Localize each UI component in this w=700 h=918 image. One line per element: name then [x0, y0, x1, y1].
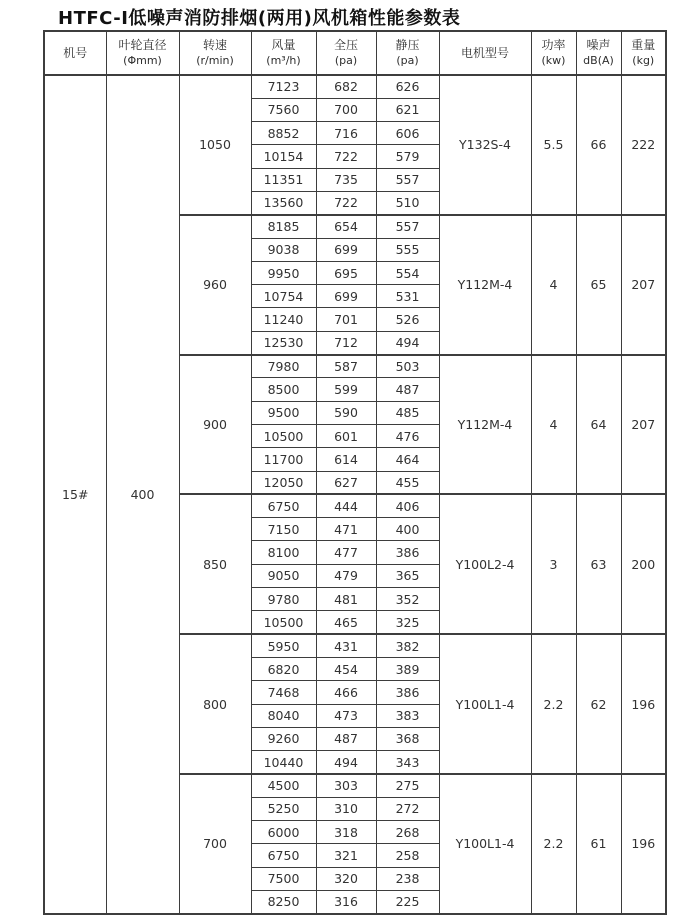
air-volume-cell: 10754 — [251, 285, 316, 308]
air-volume-cell: 8500 — [251, 378, 316, 401]
air-volume-cell: 9050 — [251, 564, 316, 587]
total-pressure-cell: 701 — [316, 308, 376, 331]
total-pressure-cell: 699 — [316, 238, 376, 261]
noise-cell: 62 — [576, 634, 621, 774]
performance-table — [43, 30, 667, 915]
air-volume-cell: 11240 — [251, 308, 316, 331]
total-pressure-cell: 431 — [316, 634, 376, 657]
total-pressure-cell: 465 — [316, 611, 376, 634]
header-label: 风量 — [271, 38, 296, 52]
air-volume-cell: 5250 — [251, 797, 316, 820]
total-pressure-cell: 444 — [316, 494, 376, 517]
total-pressure-cell: 318 — [316, 821, 376, 844]
total-pressure-cell: 481 — [316, 588, 376, 611]
page-title: HTFC-I低噪声消防排烟(两用)风机箱性能参数表 — [58, 8, 461, 29]
machine-no-cell: 15# — [44, 75, 106, 914]
total-pressure-cell: 303 — [316, 774, 376, 797]
header-row — [44, 31, 666, 75]
air-volume-cell: 7560 — [251, 98, 316, 121]
static-pressure-cell: 557 — [376, 168, 439, 191]
total-pressure-cell: 320 — [316, 867, 376, 890]
air-volume-cell: 9780 — [251, 588, 316, 611]
speed-cell: 800 — [179, 634, 251, 774]
col-header-power — [531, 31, 576, 75]
total-pressure-cell: 479 — [316, 564, 376, 587]
total-pressure-cell: 712 — [316, 331, 376, 354]
static-pressure-cell: 557 — [376, 215, 439, 238]
table-row — [44, 75, 666, 98]
air-volume-cell: 7123 — [251, 75, 316, 98]
static-pressure-cell: 621 — [376, 98, 439, 121]
table-body — [44, 75, 666, 914]
static-pressure-cell: 579 — [376, 145, 439, 168]
static-pressure-cell: 626 — [376, 75, 439, 98]
static-pressure-cell: 485 — [376, 401, 439, 424]
total-pressure-cell: 473 — [316, 704, 376, 727]
motor-model-cell: Y112M-4 — [439, 355, 531, 495]
air-volume-cell: 9038 — [251, 238, 316, 261]
speed-cell: 960 — [179, 215, 251, 355]
header-label: 重量 — [631, 38, 656, 52]
total-pressure-cell: 477 — [316, 541, 376, 564]
air-volume-cell: 9500 — [251, 401, 316, 424]
static-pressure-cell: 275 — [376, 774, 439, 797]
static-pressure-cell: 487 — [376, 378, 439, 401]
static-pressure-cell: 455 — [376, 471, 439, 494]
static-pressure-cell: 406 — [376, 494, 439, 517]
static-pressure-cell: 476 — [376, 424, 439, 447]
air-volume-cell: 12050 — [251, 471, 316, 494]
noise-cell: 64 — [576, 355, 621, 495]
weight-cell: 207 — [621, 215, 666, 355]
col-header-motor-model — [439, 31, 531, 75]
impeller-diameter-cell: 400 — [106, 75, 179, 914]
total-pressure-cell: 321 — [316, 844, 376, 867]
weight-cell: 222 — [621, 75, 666, 215]
air-volume-cell: 4500 — [251, 774, 316, 797]
col-header-static-pressure — [376, 31, 439, 75]
static-pressure-cell: 225 — [376, 890, 439, 913]
header-unit: (r/min) — [196, 54, 234, 67]
static-pressure-cell: 325 — [376, 611, 439, 634]
air-volume-cell: 9260 — [251, 727, 316, 750]
air-volume-cell: 8185 — [251, 215, 316, 238]
total-pressure-cell: 716 — [316, 122, 376, 145]
col-header-machine-no — [44, 31, 106, 75]
static-pressure-cell: 343 — [376, 751, 439, 774]
col-header-impeller-diameter — [106, 31, 179, 75]
air-volume-cell: 12530 — [251, 331, 316, 354]
header-unit: (kg) — [632, 54, 655, 67]
static-pressure-cell: 238 — [376, 867, 439, 890]
static-pressure-cell: 368 — [376, 727, 439, 750]
header-label: 转速 — [202, 38, 227, 52]
header-unit: (m³/h) — [266, 54, 301, 67]
total-pressure-cell: 699 — [316, 285, 376, 308]
air-volume-cell: 6750 — [251, 494, 316, 517]
total-pressure-cell: 454 — [316, 657, 376, 680]
air-volume-cell: 8100 — [251, 541, 316, 564]
air-volume-cell: 5950 — [251, 634, 316, 657]
total-pressure-cell: 487 — [316, 727, 376, 750]
static-pressure-cell: 503 — [376, 355, 439, 378]
total-pressure-cell: 466 — [316, 681, 376, 704]
speed-cell: 900 — [179, 355, 251, 495]
power-cell: 3 — [531, 494, 576, 634]
power-cell: 4 — [531, 355, 576, 495]
table-header — [44, 31, 666, 75]
static-pressure-cell: 383 — [376, 704, 439, 727]
speed-cell: 850 — [179, 494, 251, 634]
air-volume-cell: 7468 — [251, 681, 316, 704]
header-unit: (Φmm) — [123, 54, 162, 67]
air-volume-cell: 10500 — [251, 611, 316, 634]
header-label: 全压 — [333, 38, 358, 52]
static-pressure-cell: 606 — [376, 122, 439, 145]
air-volume-cell: 6000 — [251, 821, 316, 844]
noise-cell: 63 — [576, 494, 621, 634]
weight-cell: 200 — [621, 494, 666, 634]
static-pressure-cell: 464 — [376, 448, 439, 471]
weight-cell: 196 — [621, 774, 666, 914]
static-pressure-cell: 386 — [376, 541, 439, 564]
total-pressure-cell: 310 — [316, 797, 376, 820]
power-cell: 2.2 — [531, 774, 576, 914]
air-volume-cell: 10500 — [251, 424, 316, 447]
header-unit: (pa) — [334, 54, 358, 67]
power-cell: 2.2 — [531, 634, 576, 774]
total-pressure-cell: 587 — [316, 355, 376, 378]
air-volume-cell: 8250 — [251, 890, 316, 913]
static-pressure-cell: 494 — [376, 331, 439, 354]
noise-cell: 66 — [576, 75, 621, 215]
noise-cell: 65 — [576, 215, 621, 355]
weight-cell: 196 — [621, 634, 666, 774]
static-pressure-cell: 352 — [376, 588, 439, 611]
total-pressure-cell: 722 — [316, 145, 376, 168]
static-pressure-cell: 268 — [376, 821, 439, 844]
header-label: 电机型号 — [460, 45, 509, 60]
air-volume-cell: 8040 — [251, 704, 316, 727]
motor-model-cell: Y100L1-4 — [439, 774, 531, 914]
total-pressure-cell: 316 — [316, 890, 376, 913]
header-unit: dB(A) — [583, 54, 614, 67]
col-header-speed — [179, 31, 251, 75]
total-pressure-cell: 722 — [316, 191, 376, 214]
power-cell: 5.5 — [531, 75, 576, 215]
power-cell: 4 — [531, 215, 576, 355]
total-pressure-cell: 735 — [316, 168, 376, 191]
air-volume-cell: 10440 — [251, 751, 316, 774]
motor-model-cell: Y112M-4 — [439, 215, 531, 355]
col-header-noise — [576, 31, 621, 75]
col-header-total-pressure — [316, 31, 376, 75]
air-volume-cell: 6750 — [251, 844, 316, 867]
air-volume-cell: 13560 — [251, 191, 316, 214]
static-pressure-cell: 510 — [376, 191, 439, 214]
air-volume-cell: 7150 — [251, 518, 316, 541]
air-volume-cell: 10154 — [251, 145, 316, 168]
total-pressure-cell: 695 — [316, 261, 376, 284]
air-volume-cell: 7980 — [251, 355, 316, 378]
header-unit: (pa) — [396, 54, 419, 67]
speed-cell: 1050 — [179, 75, 251, 215]
static-pressure-cell: 386 — [376, 681, 439, 704]
col-header-air-volume — [251, 31, 316, 75]
total-pressure-cell: 590 — [316, 401, 376, 424]
motor-model-cell: Y100L2-4 — [439, 494, 531, 634]
static-pressure-cell: 365 — [376, 564, 439, 587]
noise-cell: 61 — [576, 774, 621, 914]
header-label: 静压 — [395, 38, 420, 52]
air-volume-cell: 8852 — [251, 122, 316, 145]
static-pressure-cell: 382 — [376, 634, 439, 657]
header-label: 叶轮直径 — [118, 38, 167, 52]
total-pressure-cell: 654 — [316, 215, 376, 238]
static-pressure-cell: 554 — [376, 261, 439, 284]
total-pressure-cell: 682 — [316, 75, 376, 98]
air-volume-cell: 7500 — [251, 867, 316, 890]
static-pressure-cell: 400 — [376, 518, 439, 541]
total-pressure-cell: 599 — [316, 378, 376, 401]
header-unit: (kw) — [541, 54, 566, 67]
total-pressure-cell: 700 — [316, 98, 376, 121]
static-pressure-cell: 272 — [376, 797, 439, 820]
total-pressure-cell: 494 — [316, 751, 376, 774]
motor-model-cell: Y100L1-4 — [439, 634, 531, 774]
static-pressure-cell: 258 — [376, 844, 439, 867]
air-volume-cell: 6820 — [251, 657, 316, 680]
speed-cell: 700 — [179, 774, 251, 914]
weight-cell: 207 — [621, 355, 666, 495]
header-label: 功率 — [541, 38, 566, 52]
static-pressure-cell: 389 — [376, 657, 439, 680]
total-pressure-cell: 471 — [316, 518, 376, 541]
total-pressure-cell: 627 — [316, 471, 376, 494]
static-pressure-cell: 555 — [376, 238, 439, 261]
total-pressure-cell: 601 — [316, 424, 376, 447]
static-pressure-cell: 526 — [376, 308, 439, 331]
static-pressure-cell: 531 — [376, 285, 439, 308]
col-header-weight — [621, 31, 666, 75]
total-pressure-cell: 614 — [316, 448, 376, 471]
air-volume-cell: 11700 — [251, 448, 316, 471]
header-label: 机号 — [63, 45, 88, 60]
air-volume-cell: 11351 — [251, 168, 316, 191]
motor-model-cell: Y132S-4 — [439, 75, 531, 215]
air-volume-cell: 9950 — [251, 261, 316, 284]
header-label: 噪声 — [586, 38, 611, 52]
